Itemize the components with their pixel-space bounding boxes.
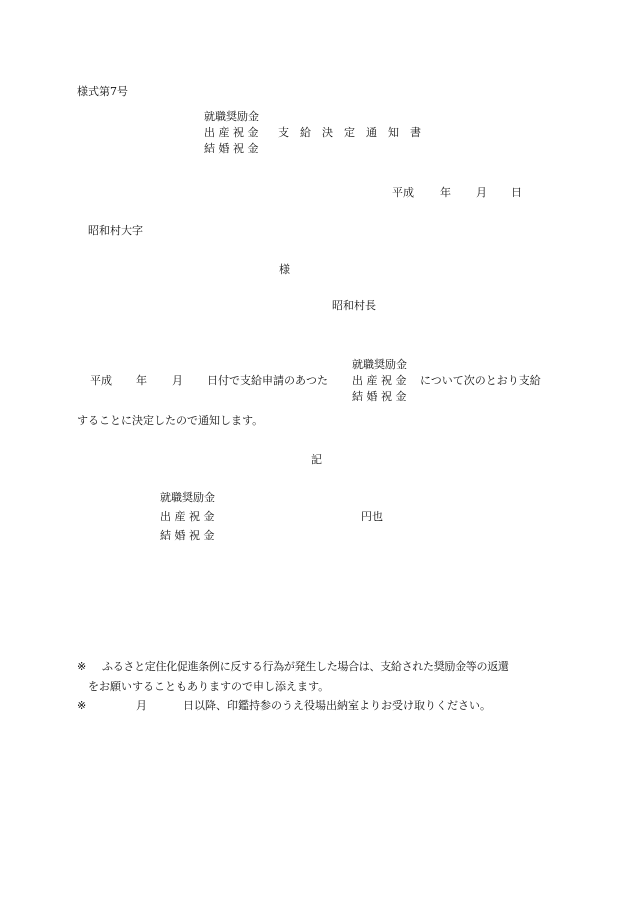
body-stack-birth: 出 産 祝 金 xyxy=(352,374,407,387)
date-era: 平成 xyxy=(392,186,414,199)
sender-title: 昭和村長 xyxy=(332,299,376,312)
recipient-address: 昭和村大字 xyxy=(88,224,143,237)
body-after-stack: について次のとおり支給 xyxy=(420,374,541,387)
form-number: 様式第7号 xyxy=(77,85,128,98)
date-month-unit: 月 xyxy=(476,186,487,199)
title-item-employment: 就職奨励金 xyxy=(204,110,259,123)
note-2-mark: ※ xyxy=(77,699,87,712)
body-stack-employment: 就職奨励金 xyxy=(352,358,407,371)
amount-unit: 円也 xyxy=(361,510,383,523)
amount-stack-marriage: 結 婚 祝 金 xyxy=(160,529,215,542)
body-month-unit: 月 xyxy=(172,374,183,387)
body-year-unit: 年 xyxy=(136,374,147,387)
date-day-unit: 日 xyxy=(511,186,522,199)
title-item-marriage: 結 婚 祝 金 xyxy=(204,142,259,155)
amount-stack-employment: 就職奨励金 xyxy=(160,491,215,504)
note-2-month-unit: 月 xyxy=(136,699,147,712)
recipient-honorific: 様 xyxy=(279,263,290,276)
note-1-mark: ※ xyxy=(77,660,87,673)
ki-heading: 記 xyxy=(311,453,322,466)
body-stack-marriage: 結 婚 祝 金 xyxy=(352,390,407,403)
amount-stack-birth: 出 産 祝 金 xyxy=(160,510,215,523)
title-suffix: 支 給 決 定 通 知 書 xyxy=(278,126,421,139)
date-year-unit: 年 xyxy=(440,186,451,199)
note-1-line-1: ふるさと定住化促進条例に反する行為が発生した場合は、支給された奨励金等の返還 xyxy=(102,660,509,673)
body-day-text: 日付で支給申請のあつた xyxy=(207,374,328,387)
body-line-2: することに決定したので通知します。 xyxy=(77,414,264,427)
body-era: 平成 xyxy=(90,374,112,387)
note-1-line-2: をお願いすることもありますので申し添えます。 xyxy=(88,680,330,693)
note-2-text: 日以降、印鑑持参のうえ役場出納室よりお受け取りください。 xyxy=(183,699,491,712)
title-item-birth: 出 産 祝 金 xyxy=(204,126,259,139)
